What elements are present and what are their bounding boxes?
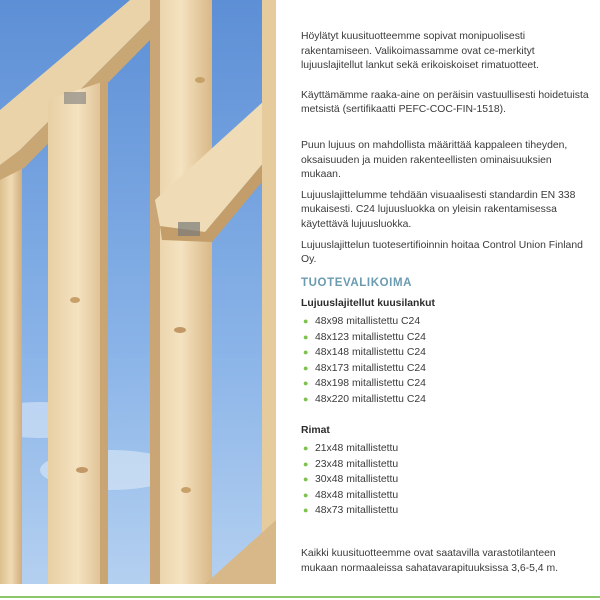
list-item: ● 48x220 mitallistettu C24 <box>301 392 426 408</box>
intro-text <box>301 30 591 268</box>
battens-list <box>301 441 398 519</box>
bottom-divider <box>0 596 600 598</box>
list-item: ● 23x48 mitallistettu <box>301 457 398 473</box>
intro-paragraph-products: Höylätyt kuusituotteemme sopivat monipuolisesti rakentamiseen. Valikoimassamme ovat ce-merkityt lujuuslajitellut lankut sekä erikoiskoiset rimatuotteet. <box>301 31 539 72</box>
bullet-icon: ● <box>303 316 309 326</box>
bullet-icon: ● <box>303 393 309 404</box>
intro-paragraph-certificate: Käyttämämme raaka-aine on peräisin vastuullisesti hoidetuista metsistä (sertifikaatti PEFC-COC-FIN-1518). <box>301 89 589 116</box>
bullet-icon: ● <box>303 443 309 453</box>
intro-paragraph-grading: Lujuuslajittelumme tehdään visuaalisesti standardin EN 338 mukaisesti. C24 lujuusluokka on yleisin rakentamisessa käytettävä lujuusluokka. <box>301 189 576 230</box>
list-item: ● 48x123 mitallistettu C24 <box>301 330 426 346</box>
bullet-icon: ● <box>303 505 309 516</box>
bullet-icon: ● <box>303 362 309 373</box>
list-item: ● 21x48 mitallistettu <box>301 441 398 457</box>
planks-list <box>301 314 426 408</box>
bullet-icon: ● <box>303 331 309 342</box>
list-item: ● 48x48 mitallistettu <box>301 488 398 504</box>
bullet-icon: ● <box>303 489 309 500</box>
bullet-icon: ● <box>303 378 309 389</box>
list-item: ● 48x73 mitallistettu <box>301 503 398 519</box>
bullet-icon: ● <box>303 347 309 358</box>
list-item: ● 48x98 mitallistettu C24 <box>301 314 426 330</box>
list-item: ● 48x173 mitallistettu C24 <box>301 361 426 377</box>
group-title-planks: Lujuuslajitellut kuusilankut <box>301 298 435 309</box>
list-item: ● 30x48 mitallistettu <box>301 472 398 488</box>
intro-paragraph-strength: Puun lujuus on mahdollista määrittää kappaleen tiheyden, oksaisuuden ja muiden rakenteellisten ominaisuuksien mukaan. <box>301 139 568 181</box>
bullet-icon: ● <box>303 458 309 469</box>
list-item: ● 48x148 mitallistettu C24 <box>301 345 426 361</box>
catalog-heading: TUOTEVALIKOIMA <box>301 277 413 289</box>
availability-note: Kaikki kuusituotteemme ovat saatavilla varastotilanteen mukaan normaaleissa sahatavarapituuksissa 3,6-5,4 m. <box>301 548 559 574</box>
intro-paragraph-certification-body: Lujuuslajittelun tuotesertifioinnin hoitaa Control Union Finland Oy. <box>301 239 583 266</box>
bullet-icon: ● <box>303 474 309 485</box>
timber-frame-photo <box>0 0 276 584</box>
group-title-battens: Rimat <box>301 425 330 436</box>
list-item: ● 48x198 mitallistettu C24 <box>301 376 426 392</box>
